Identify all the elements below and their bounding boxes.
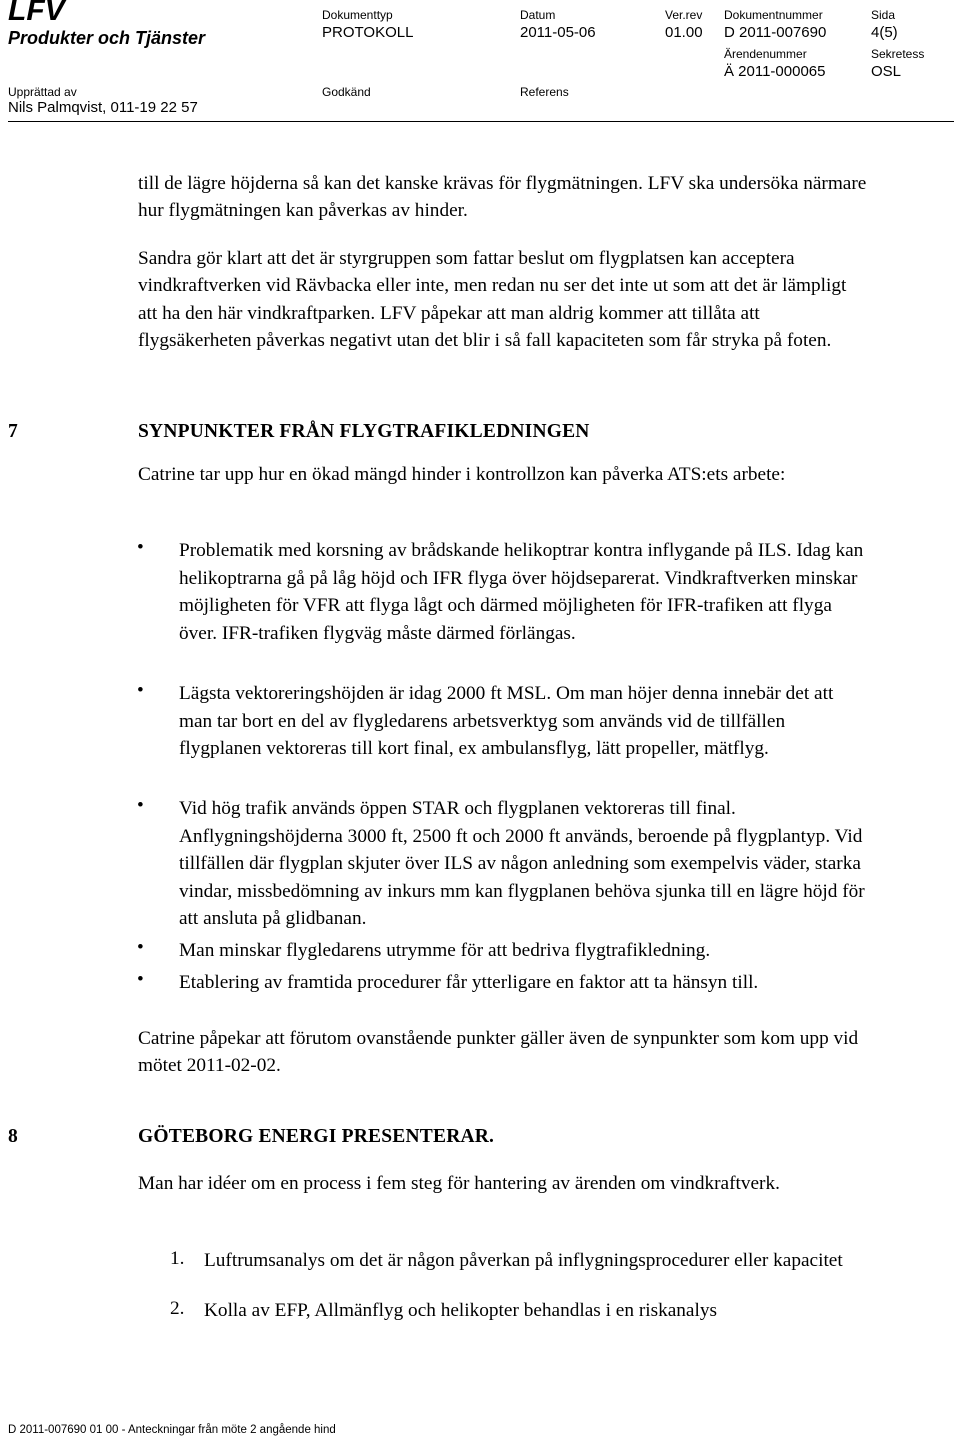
doc-type-value: PROTOKOLL [322,24,414,41]
bullet-icon: • [137,969,144,990]
page-label: Sida [871,8,896,22]
section-8-number: 8 [8,1126,18,1147]
section-8-intro: Man har idéer om en process i fem steg för hantering av ärenden om vindkraftverk. [138,1173,780,1194]
paragraph-flight-measurement: till de lägre höjderna så kan det kanske krävas för flygmätningen. LFV ska undersöka närmare hur flygmätningen kan påverkas av hinder. [138,173,867,222]
bullet-icon: • [137,537,144,558]
list-item-text: Kolla av EFP, Allmänflyg och helikopter behandlas i en riskanalys [204,1300,717,1321]
version-label: Ver.rev [665,8,703,22]
secrecy-value: OSL [871,63,902,80]
section-7-title: SYNPUNKTER FRÅN FLYGTRAFIKLEDNINGEN [138,421,590,442]
section-7-bullet-5: Etablering av framtida procedurer får ytterligare en faktor att ta hänsyn till. [179,972,759,993]
logo: LFV [8,0,65,27]
bullet-icon: • [137,795,144,816]
doc-number-value: D 2011-007690 [724,24,827,41]
header-divider [8,121,954,122]
case-number-value: Ä 2011-000065 [724,63,826,80]
list-item-text: Luftrumsanalys om det är någon påverkan på inflygningsprocedurer eller kapacitet [204,1250,843,1271]
date-label: Datum [520,8,556,22]
list-item-number: 1. [170,1248,185,1269]
section-7-outro: Catrine påpekar att förutom ovanstående punkter gäller även de synpunkter som kom upp vid mötet 2011-02-02. [138,1028,859,1077]
section-7-intro: Catrine tar upp hur en ökad mängd hinder i kontrollzon kan påverka ATS:ets arbete: [138,464,786,485]
section-7-bullet-2: Lägsta vektoreringshöjden är idag 2000 ft MSL. Om man höjer denna innebär det att man tar bort en del av flygledarens arbetsverktyg som används vid de tillfällen flygplanen vektoreras till kort final, ex ambulansflyg, lätt propeller, mätflyg. [179,683,834,760]
bullet-icon: • [137,937,144,958]
organization-name: Produkter och Tjänster [8,28,206,48]
list-item-number: 2. [170,1298,185,1319]
author-value: Nils Palmqvist, 011-19 22 57 [8,99,198,116]
approved-label: Godkänd [322,85,371,99]
page-footer: D 2011-007690 01 00 - Anteckningar från möte 2 angående hind [8,1424,336,1436]
date-value: 2011-05-06 [520,24,596,41]
page-value: 4(5) [871,24,898,41]
case-number-label: Ärendenummer [724,47,807,61]
bullet-icon: • [137,680,144,701]
doc-type-label: Dokumenttyp [322,8,393,22]
section-8-title: GÖTEBORG ENERGI PRESENTERAR. [138,1126,495,1147]
reference-label: Referens [520,85,569,99]
author-label: Upprättad av [8,85,77,99]
section-7-bullet-1: Problematik med korsning av brådskande helikoptrar kontra inflygande på ILS. Idag kan helikoptrarna gå på låg höjd och IFR flyga över höjdseparerat. Vindkraftverken minskar möjligheten för VFR att flyga lågt och därmed möjligheten för IFR-trafiken att flyga över. IFR-trafiken flygväg måste därmed förlängas. [179,540,864,644]
section-7-bullet-4: Man minskar flygledarens utrymme för att bedriva flygtrafikledning. [179,940,711,961]
section-7-number: 7 [8,421,18,442]
secrecy-label: Sekretess [871,47,925,61]
doc-number-label: Dokumentnummer [724,8,823,22]
version-value: 01.00 [665,24,703,41]
paragraph-steering-group: Sandra gör klart att det är styrgruppen som fattar beslut om flygplatsen kan acceptera vindkraftverken vid Rävbacka eller inte, men redan nu ser det inte ut som att det är lämpligt att ha den här vindkraftparken. LFV påpekar att man aldrig kommer att tillåta att flygsäkerheten påverkas negativt utan det blir i så fall kapaciteten som får stryka på foten. [138,248,847,351]
section-7-bullet-3: Vid hög trafik används öppen STAR och flygplanen vektoreras till final. Anflygningshöjderna 3000 ft, 2500 ft och 2000 ft används, beroende på flygplantyp. Vid tillfällen där flygplan skjuter över ILS av någon anledning som exempelvis väder, starka vindar, missbedömning av inkurs mm kan flygplanen behöva sjunka till en lägre höjd för att ansluta på glidbanan. [179,798,865,930]
